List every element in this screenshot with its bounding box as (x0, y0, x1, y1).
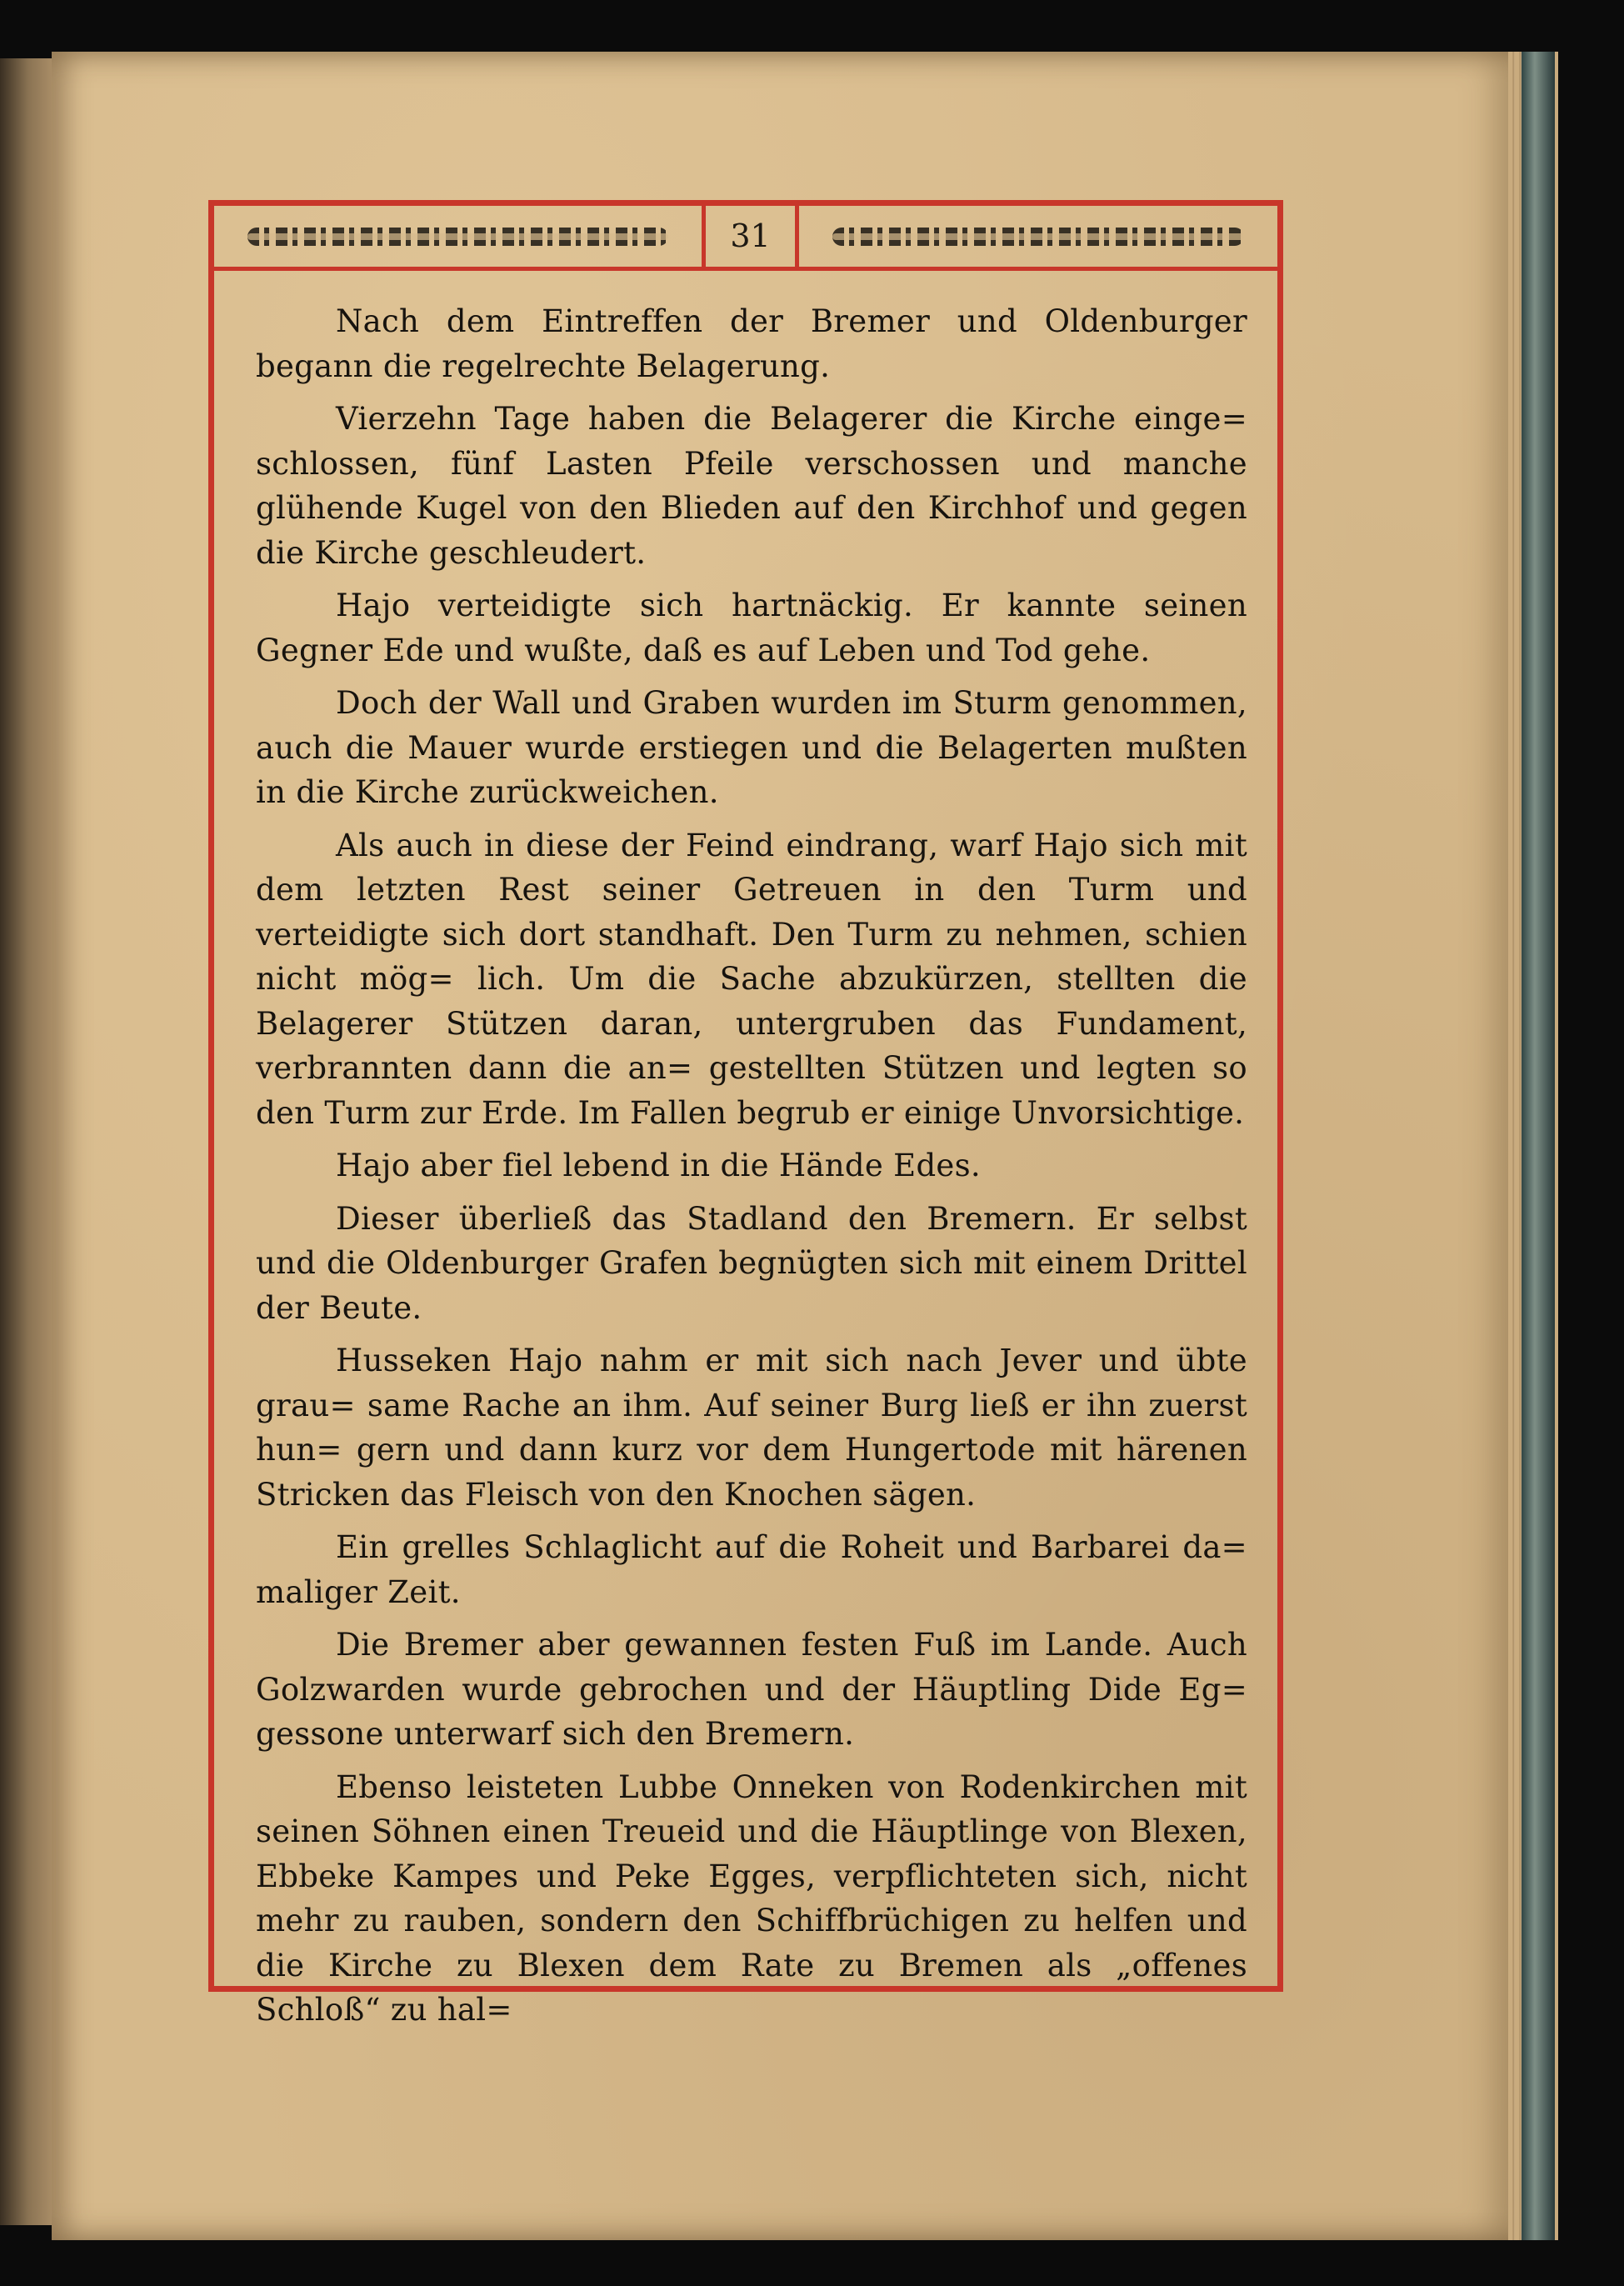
header-ornament-left-cell (214, 206, 706, 267)
paragraph: Husseken Hajo nahm er mit sich nach Jever und übte grau= same Rache an ihm. Auf seiner Burg ließ er ihn zuerst hun= gern und dann kurz vor dem Hungertode mit härenen Stricken das Fleisch von den Knochen sägen. (256, 1343, 1247, 1513)
previous-page-edge (0, 58, 52, 2225)
paragraph: Nach dem Eintreffen der Bremer und Oldenburger begann die regelrechte Belagerung. (256, 303, 1247, 384)
text-frame (208, 200, 1283, 2028)
paragraph: Als auch in diese der Feind eindrang, warf Hajo sich mit dem letzten Rest seiner Getreuen in den Turm und verteidigte sich dort standhaft. Den Turm zu nehmen, schien nicht mög= lich. Um die Sache abzukürzen, stellten die Belagerer Stützen daran, untergruben das Fundament, verbrannten dann die an= gestellten Stützen und legten so den Turm zur Erde. Im Fallen begrub er einige Unvorsichtige. (256, 827, 1247, 1131)
book-cover-edge (1522, 52, 1555, 2240)
paragraph: Die Bremer aber gewannen festen Fuß im Lande. Auch Golzwarden wurde gebrochen und der Häuptling Dide Eg= gessone unterwarf sich den Bremern. (256, 1627, 1247, 1752)
paragraph: Ebenso leisteten Lubbe Onneken von Rodenkirchen mit seinen Söhnen einen Treueid und die Häuptlinge von Blexen, Ebbeke Kampes und Peke Egges, verpflichteten sich, nicht mehr zu rauben, sondern den Schiffbrüchigen zu helfen und die Kirche zu Blexen dem Rate zu Bremen als „offenes Schloß“ zu hal= (256, 1768, 1247, 2028)
paragraph: Ein grelles Schlaglicht auf die Roheit und Barbarei da= maliger Zeit. (256, 1529, 1247, 1610)
paragraph: Dieser überließ das Stadland den Bremern. Er selbst und die Oldenburger Grafen begnügten sich mit einem Drittel der Beute. (256, 1200, 1247, 1326)
page-header (214, 206, 1277, 271)
body-text (256, 299, 1247, 2041)
ornament-band-left-icon (247, 228, 668, 246)
paragraph: Hajo aber fiel lebend in die Hände Edes. (336, 1148, 981, 1183)
paragraph: Hajo verteidigte sich hartnäckig. Er kannte seinen Gegner Ede und wußte, daß es auf Leben und Tod gehe. (256, 588, 1247, 668)
paragraph: Vierzehn Tage haben die Belagerer die Kirche einge= schlossen, fünf Lasten Pfeile verschossen und manche glühende Kugel von den Blieden auf den Kirchhof und gegen die Kirche geschleudert. (256, 401, 1247, 571)
header-ornament-right-cell (799, 206, 1277, 267)
page-number: 31 (706, 206, 799, 267)
paragraph: Doch der Wall und Graben wurden im Sturm genommen, auch die Mauer wurde erstiegen und die Belagerten mußten in die Kirche zurückweichen. (256, 685, 1247, 810)
ornament-band-right-icon (832, 228, 1244, 246)
